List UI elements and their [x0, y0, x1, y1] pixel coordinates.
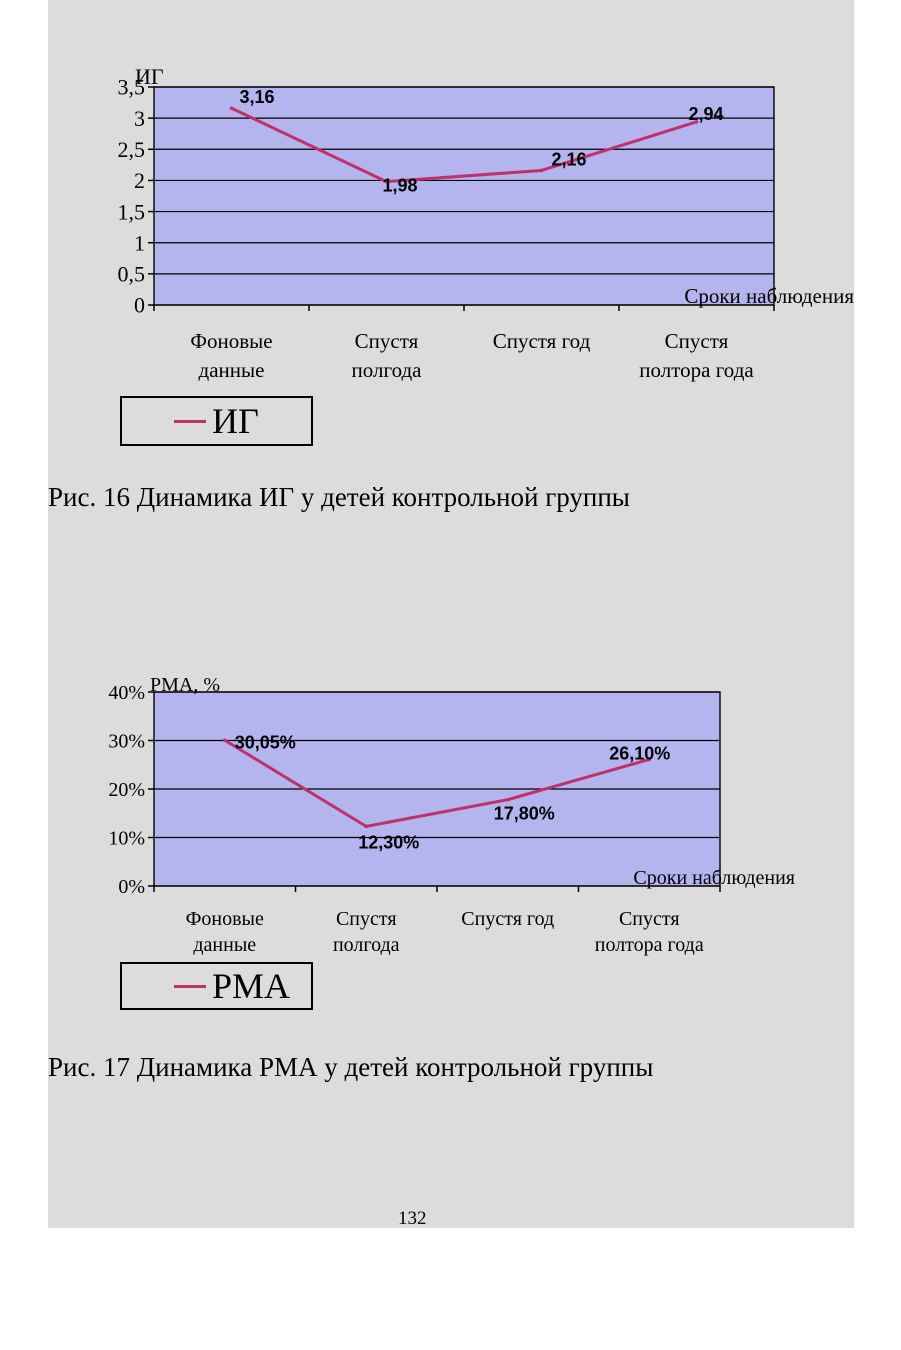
x-tick-label: Спустя	[335, 908, 397, 930]
data-label: 12,30%	[358, 832, 420, 853]
x-axis-label: Сроки наблюдения	[633, 867, 795, 889]
y-tick-label: 10%	[108, 827, 145, 850]
y-tick-label: 0%	[118, 876, 145, 898]
x-tick-label: полгода	[332, 934, 400, 956]
caption-fig16: Рис. 16 Динамика ИГ у детей контрольной группы	[48, 482, 630, 512]
x-tick-label: полтора года	[594, 934, 704, 956]
y-tick-label: 3,5	[117, 74, 145, 100]
x-tick-label: Спустя	[354, 329, 419, 353]
y-tick-label: 2	[134, 168, 145, 194]
x-tick-label: данные	[198, 358, 265, 382]
data-label: 26,10%	[609, 743, 671, 764]
y-axis-label: ИГ	[135, 64, 164, 89]
caption-fig17: Рис. 17 Динамика РМА у детей контрольной группы	[48, 1052, 654, 1082]
x-tick-label: Фоновые	[190, 329, 273, 353]
data-label: 3,16	[239, 87, 275, 108]
y-tick-label: 1	[134, 230, 145, 256]
data-point	[364, 825, 368, 829]
x-tick-label: Спустя год	[492, 329, 591, 353]
x-axis-label: Сроки наблюдения	[684, 284, 854, 308]
legend-line-icon	[174, 420, 206, 423]
y-tick-label: 1,5	[117, 199, 145, 225]
x-tick-label: Спустя	[664, 329, 729, 353]
legend-rma	[120, 962, 313, 1010]
data-point	[223, 738, 227, 742]
x-tick-label: Спустя год	[461, 908, 555, 930]
x-tick-label: полтора года	[639, 358, 754, 382]
y-tick-label: 3	[134, 105, 145, 131]
data-label: 17,80%	[493, 803, 555, 824]
y-tick-label: 30%	[108, 730, 145, 753]
x-tick-label: Фоновые	[185, 908, 264, 930]
legend-label-rma: РМА	[212, 966, 291, 1006]
page-number: 132	[398, 1208, 427, 1229]
data-label: 2,16	[551, 149, 587, 170]
data-point	[506, 798, 510, 802]
legend-label-ig: ИГ	[212, 401, 259, 441]
y-tick-label: 20%	[108, 779, 145, 801]
x-tick-label: данные	[193, 934, 257, 956]
data-label: 1,98	[382, 175, 418, 196]
y-tick-label: 0	[134, 292, 145, 318]
y-tick-label: 0,5	[117, 261, 145, 287]
legend-ig	[120, 396, 313, 446]
y-tick-label: 40%	[108, 682, 145, 704]
x-tick-label: Спустя	[618, 908, 680, 930]
data-label: 30,05%	[234, 732, 296, 753]
legend-line-icon	[174, 985, 206, 988]
y-axis-label: РМА, %	[150, 674, 221, 696]
y-tick-label: 2,5	[117, 136, 145, 162]
data-label: 2,94	[688, 103, 724, 124]
x-tick-label: полгода	[351, 358, 422, 382]
